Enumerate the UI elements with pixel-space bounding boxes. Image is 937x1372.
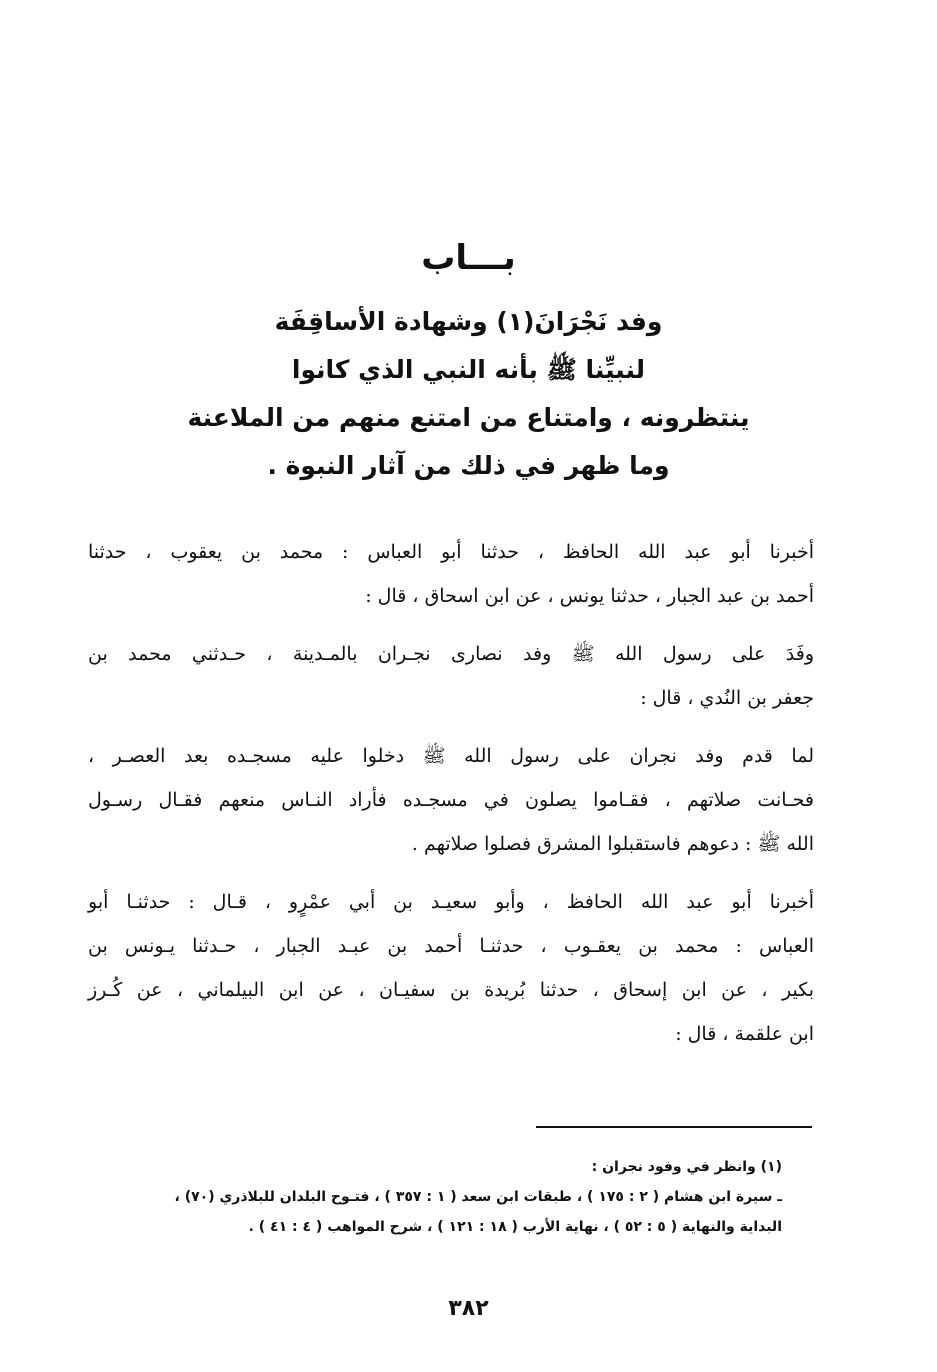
title-line: لنبيِّنا ﷺ بأنه النبي الذي كانوا bbox=[291, 355, 646, 384]
chapter-title bbox=[150, 298, 787, 490]
footnote-line: (١) وانظر في وفود نجران : bbox=[591, 1159, 782, 1175]
text-line: بكير ، عن ابن إسحاق ، حدثنا بُريدة بن سفيـان ، عن ابن البيلماني ، عن كُـرز bbox=[88, 979, 814, 1001]
title-line: ينتظرونه ، وامتناع من امتنع منهم من الملاعنة bbox=[187, 403, 750, 432]
paragraph-4 bbox=[88, 880, 814, 1056]
text-line: أخبرنا أبو عبد الله الحافظ ، حدثنا أبو العباس : محمد بن يعقوب ، حدثنا bbox=[88, 541, 814, 563]
text-line: فحـانت صلاتهم ، فقـاموا يصلون في مسجـده فأراد النـاس منعهم فقـال رسـول bbox=[88, 789, 814, 811]
page-number: ٣٨٢ bbox=[448, 1296, 489, 1321]
text-line: لما قدم وفد نجران على رسول الله ﷺ دخلوا عليه مسجـده بعد العصـر ، bbox=[88, 745, 814, 767]
body-text bbox=[88, 530, 814, 1070]
chapter-heading: بـــاب bbox=[421, 238, 516, 278]
footnote-line: ـ سيرة ابن هشام ( ٢ : ١٧٥ ) ، طبقات ابن سعد ( ١ : ٣٥٧ ) ، فتـوح البلدان للبلاذري (٧٠) ، bbox=[174, 1189, 782, 1205]
text-line: الله ﷺ : دعوهم فاستقبلوا المشرق فصلوا صلاتهم . bbox=[411, 833, 814, 855]
footnote-line: البداية والنهاية ( ٥ : ٥٢ ) ، نهاية الأرب ( ١٨ : ١٢١ ) ، شرح المواهب ( ٤ : ٤١ ) . bbox=[248, 1219, 782, 1235]
paragraph-3 bbox=[88, 734, 814, 866]
text-line: جعفر بن النُدي ، قال : bbox=[640, 687, 814, 709]
paragraph-2 bbox=[88, 632, 814, 720]
footnotes bbox=[150, 1152, 782, 1242]
paragraph-1 bbox=[88, 530, 814, 618]
text-line: ابن علقمة ، قال : bbox=[675, 1023, 814, 1045]
text-line: العباس : محمد بن يعقـوب ، حدثنـا أحمد بن عبـد الجبار ، حـدثنا يـونس بن bbox=[88, 935, 814, 957]
text-line: أحمد بن عبد الجبار ، حدثنا يونس ، عن ابن اسحاق ، قال : bbox=[365, 585, 814, 607]
text-line: وفَدَ على رسول الله ﷺ وفد نصارى نجـران بالمـدينة ، حـدثني محمد بن bbox=[88, 643, 814, 665]
text-line: أخبرنا أبو عبد الله الحافظ ، وأبو سعيـد بن أبي عمْرٍو ، قـال : حدثنـا أبو bbox=[88, 891, 814, 913]
footnote-divider bbox=[536, 1126, 812, 1128]
title-line: وما ظهر في ذلك من آثار النبوة . bbox=[267, 451, 670, 480]
title-line: وفد نَجْرَانَ(١) وشهادة الأساقِفَة bbox=[274, 307, 663, 336]
